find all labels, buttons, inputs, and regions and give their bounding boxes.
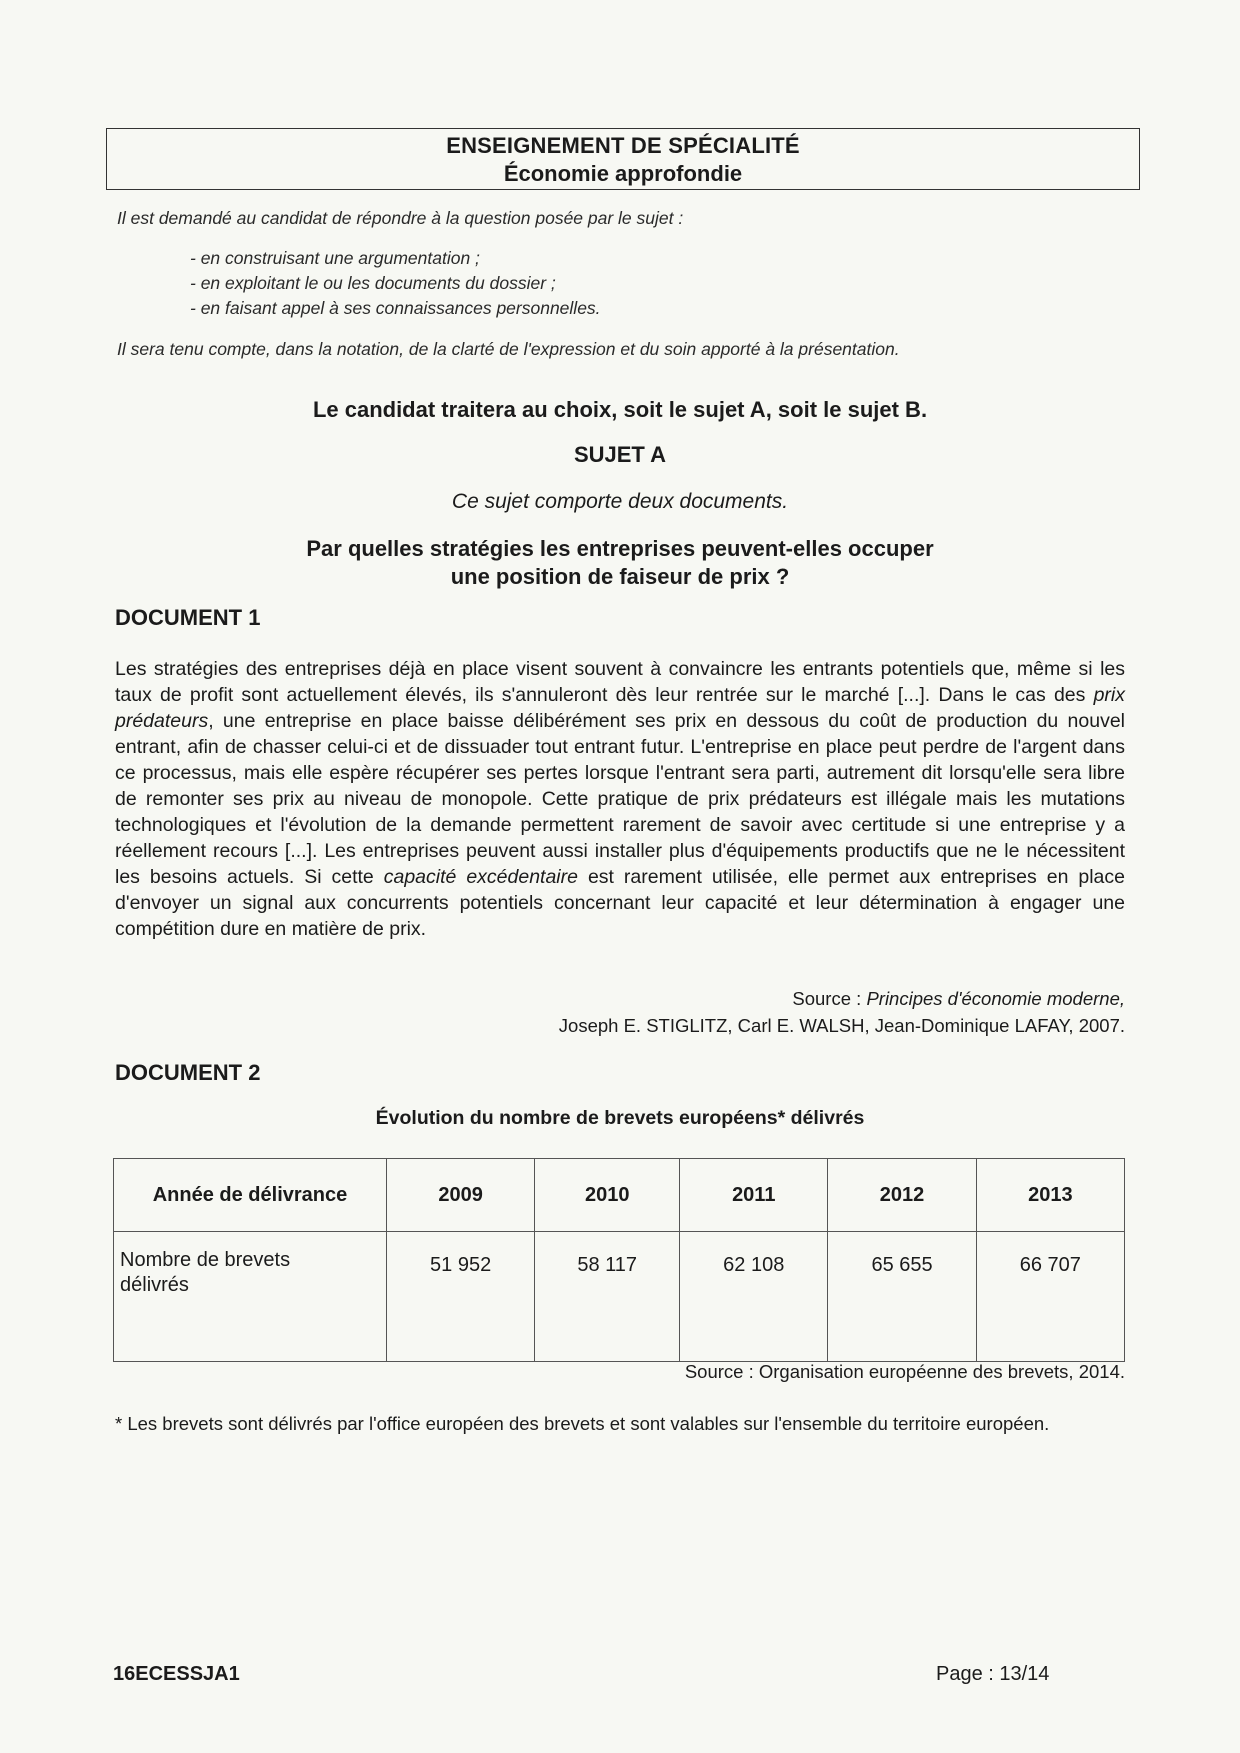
page-number: Page : 13/14 <box>936 1663 1050 1685</box>
subject-question <box>0 535 1240 591</box>
table-header-year: 2013 <box>976 1159 1124 1232</box>
table-cell-value: 58 117 <box>535 1232 680 1362</box>
table-header-year: 2009 <box>387 1159 535 1232</box>
source-prefix: Source : <box>792 988 867 1009</box>
footnote: * Les brevets sont délivrés par l'office européen des brevets et sont valables sur l'ensemble du territoire européen. <box>115 1413 1050 1434</box>
doc1-text-part: , une entreprise en place baisse délibérément ses prix en dessous du coût de production du nouvel entrant, afin de chasser celui-ci et de dissuader tout entrant futur. L'entreprise en place peut perdre de l'argent dans ce processus, mais elle espère récupérer ses pertes lorsque l'entrant sera parti, autrement dit lorsqu'elle sera libre de remonter ses prix au niveau de monopole. Cette pratique de prix prédateurs est illégale mais les mutations technologiques et l'évolution de la demande permettent rarement de savoir avec certitude si une entreprise y a réellement recours [...]. Les entreprises peuvent aussi installer plus d'équipements productifs que ne le nécessitent les besoins actuels. Si cette <box>115 710 1125 888</box>
choice-statement: Le candidat traitera au choix, soit le sujet A, soit le sujet B. <box>312 397 928 422</box>
question-line-1: Par quelles stratégies les entreprises peuvent-elles occuper <box>306 536 934 561</box>
instruction-bullet: - en construisant une argumentation ; <box>190 248 480 268</box>
table-title: Évolution du nombre de brevets européens* délivrés <box>375 1107 865 1129</box>
subject-title: SUJET A <box>573 442 667 467</box>
doc1-emphasis-capacity: capacité excédentaire <box>383 866 578 888</box>
instructions-intro: Il est demandé au candidat de répondre à la question posée par le sujet : <box>117 208 684 228</box>
source-authors: Joseph E. STIGLITZ, Carl E. WALSH, Jean-Dominique LAFAY, 2007. <box>558 1015 1125 1036</box>
table-cell-value: 65 655 <box>828 1232 976 1362</box>
table-cell-value: 51 952 <box>387 1232 535 1362</box>
table-row-label <box>114 1232 387 1362</box>
table-cell-value: 66 707 <box>976 1232 1124 1362</box>
row-label-line: délivrés <box>120 1274 189 1296</box>
subject-count: Ce sujet comporte deux documents. <box>451 490 789 513</box>
document-2-heading: DOCUMENT 2 <box>115 1060 261 1085</box>
header-box <box>106 128 1140 190</box>
instructions-bullets <box>190 246 601 321</box>
table-header-row <box>114 1159 1125 1232</box>
table-header-year: 2011 <box>680 1159 828 1232</box>
document-1-heading: DOCUMENT 1 <box>115 605 261 630</box>
instructions-note: Il sera tenu compte, dans la notation, de la clarté de l'expression et du soin apporté à la présentation. <box>117 339 900 359</box>
table-row <box>114 1232 1125 1362</box>
instruction-bullet: - en exploitant le ou les documents du dossier ; <box>190 273 556 293</box>
question-line-2: une position de faiseur de prix ? <box>450 564 790 589</box>
patents-table <box>113 1158 1125 1362</box>
table-header-year: 2010 <box>535 1159 680 1232</box>
source-title: Principes d'économie moderne, <box>866 988 1125 1009</box>
row-label-line: Nombre de brevets <box>120 1249 291 1271</box>
document-1-text <box>115 656 1125 942</box>
doc1-text-part: Les stratégies des entreprises déjà en place visent souvent à convaincre les entrants potentiels que, même si les taux de profit sont actuellement élevés, ils s'annuleront dès leur rentrée sur le marché [...]. Dans le cas des <box>115 658 1125 706</box>
header-title: ENSEIGNEMENT DE SPÉCIALITÉ <box>446 133 800 158</box>
document-1-source <box>559 985 1125 1039</box>
exam-code: 16ECESSJA1 <box>113 1663 240 1685</box>
document-2-source: Source : Organisation européenne des brevets, 2014. <box>684 1361 1125 1382</box>
table-header-label: Année de délivrance <box>114 1159 387 1232</box>
doc1-emphasis-predatory: prix prédateurs <box>115 684 1125 732</box>
header-subtitle: Économie approfondie <box>503 161 743 186</box>
table-cell-value: 62 108 <box>680 1232 828 1362</box>
instruction-bullet: - en faisant appel à ses connaissances personnelles. <box>190 298 601 318</box>
doc1-text-part: est rarement utilisée, elle permet aux entreprises en place d'envoyer un signal aux concurrents potentiels concernant leur capacité et leur détermination à engager une compétition dure en matière de prix. <box>115 866 1125 940</box>
table-header-year: 2012 <box>828 1159 976 1232</box>
